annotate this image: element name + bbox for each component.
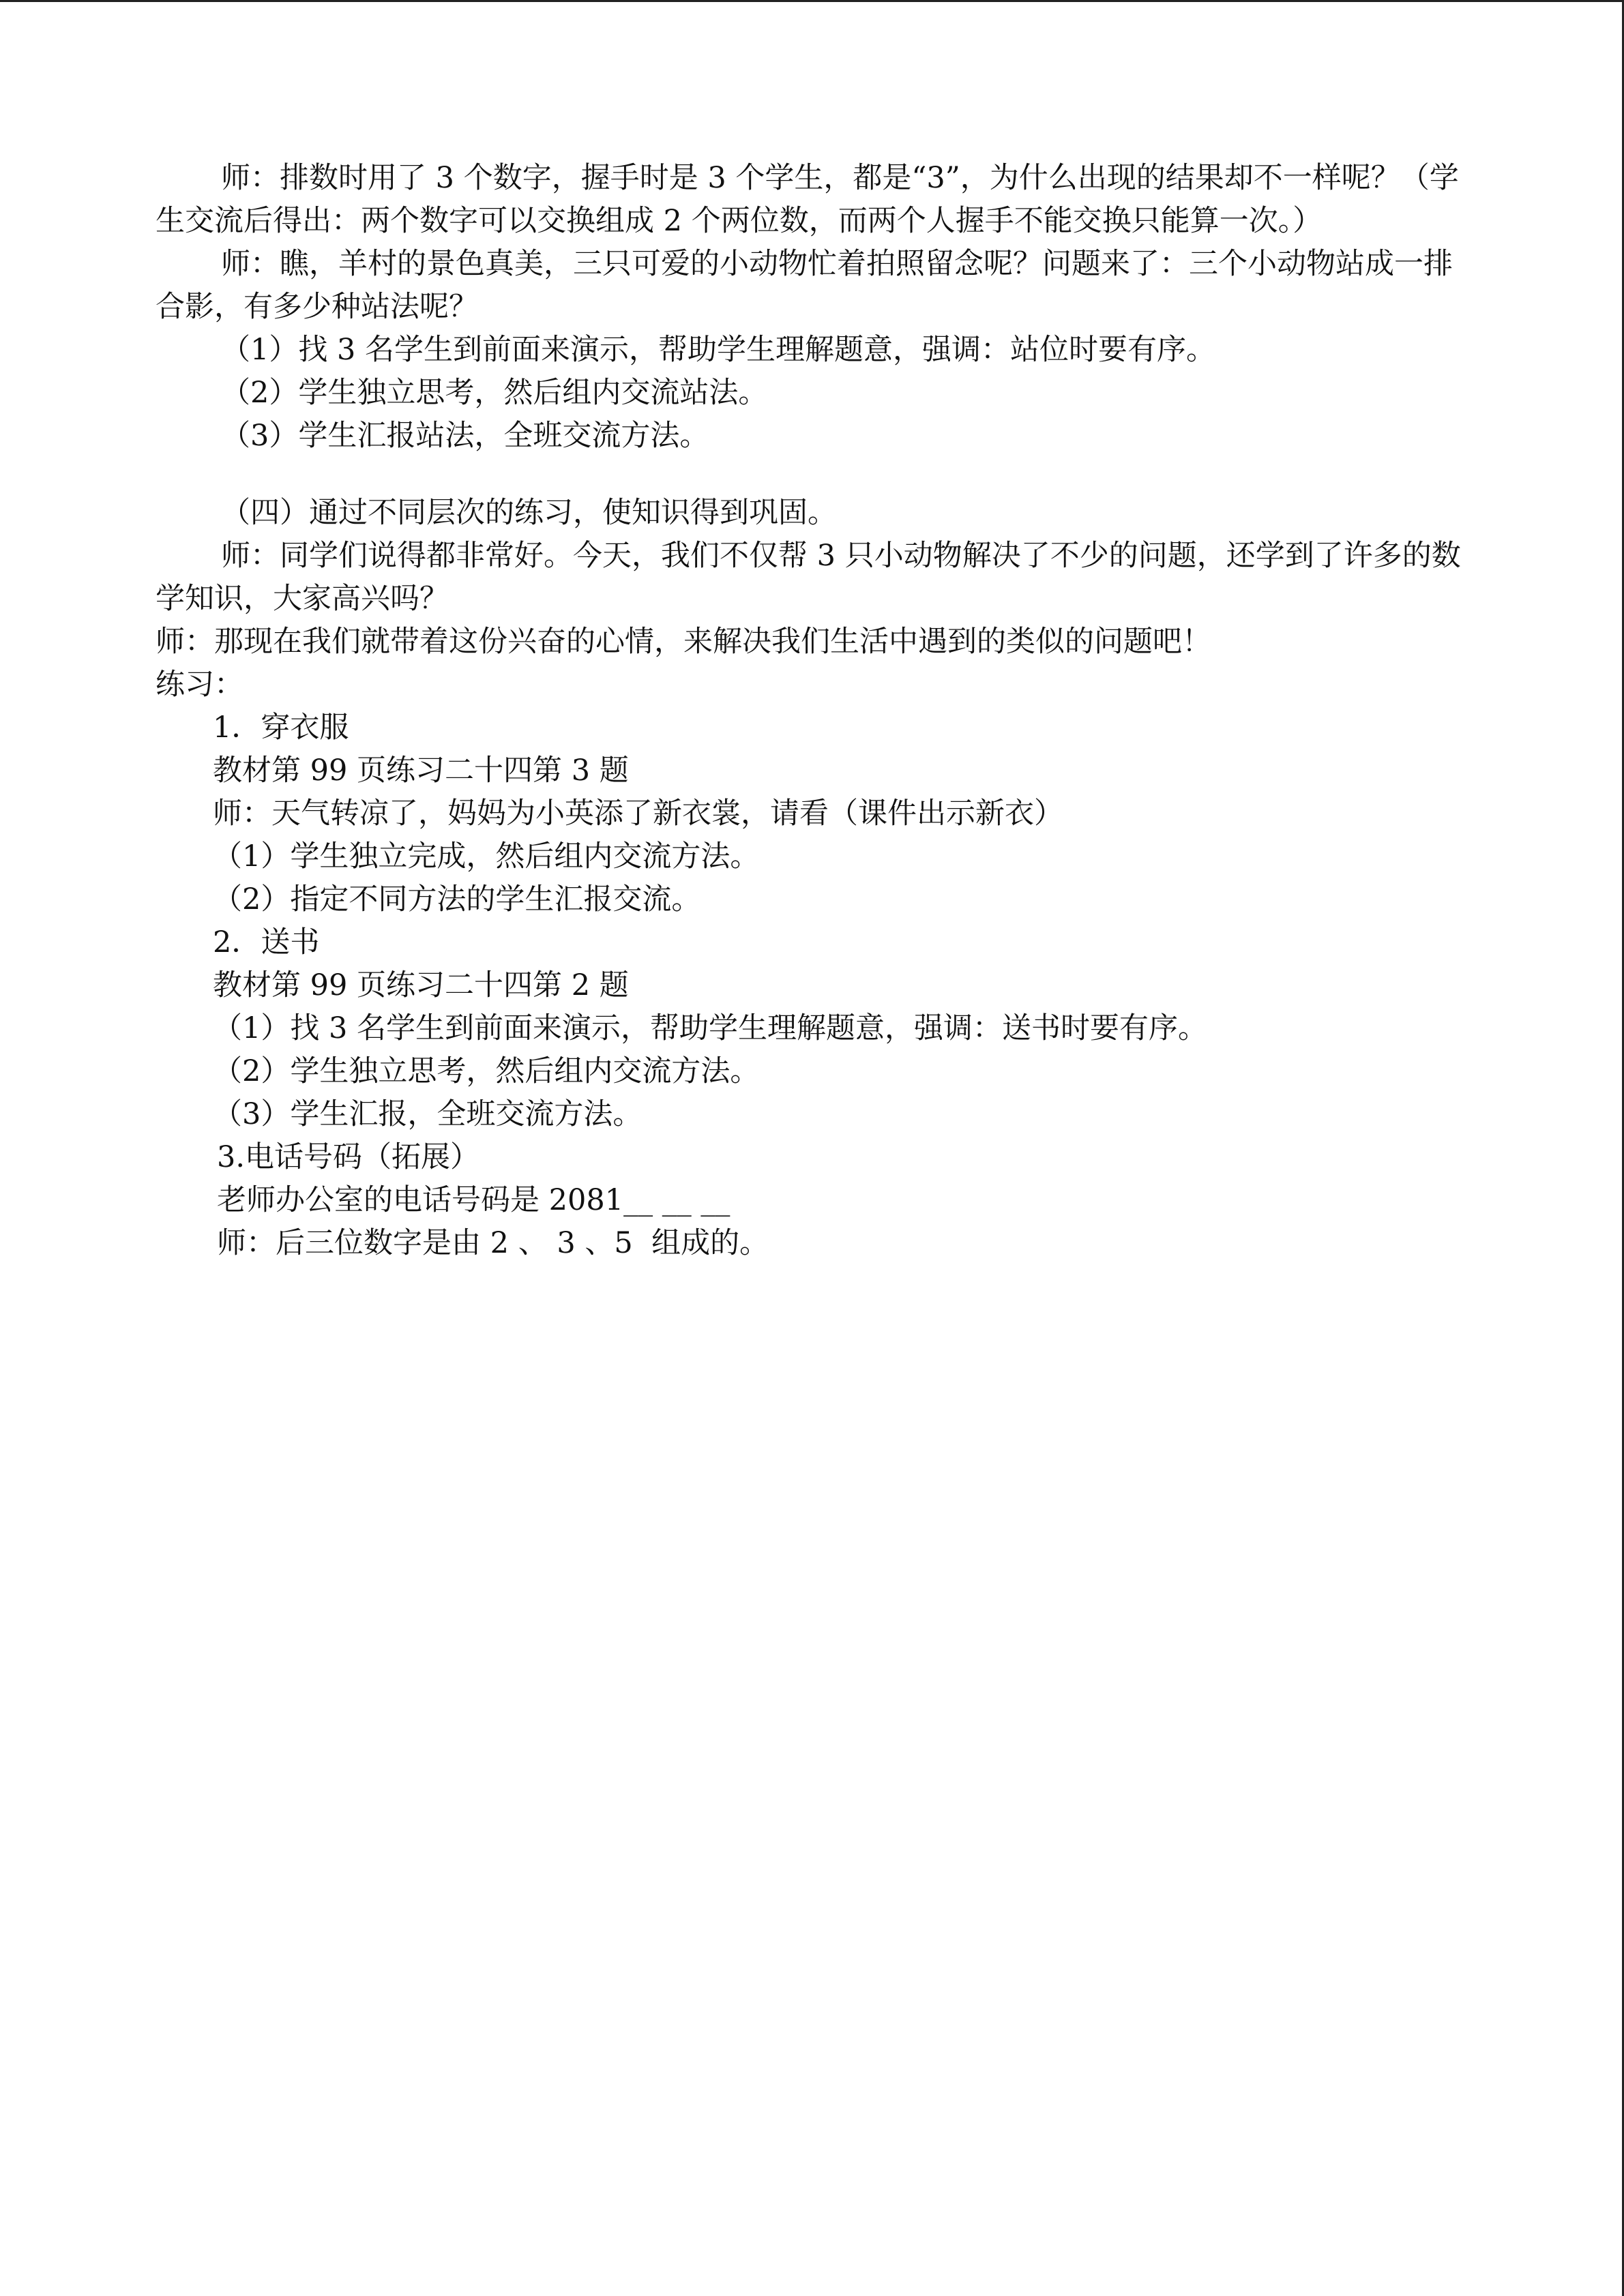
list-item-demo-students: （1）找 3 名学生到前面来演示，帮助学生理解题意，强调：站位时要有序。 [221, 333, 1216, 367]
exercise-reference-page99-q3: 教材第 99 页练习二十四第 3 题 [213, 754, 629, 788]
document-body [156, 157, 1465, 1265]
list-item-think-independently: （2）学生独立思考，然后组内交流站法。 [221, 376, 768, 410]
paragraph-teacher-transition: 师：那现在我们就带着这份兴奋的心情，来解决我们生活中遇到的类似的问题吧！ [156, 625, 1211, 659]
paragraph-gap [156, 458, 1465, 492]
exercise-step-think-books: （2）学生独立思考，然后组内交流方法。 [213, 1054, 760, 1088]
paragraph-teacher-question-numbers: 师：排数时用了 3 个数字，握手时是 3 个学生，都是“3”，为什么出现的结果却不一样呢？（学生交流后得出：两个数字可以交换组成 2 个两位数，而两个人握手不能交换只能算一次。） [156, 161, 1459, 238]
exercise-reference-page99-q2: 教材第 99 页练习二十四第 2 题 [213, 968, 629, 1002]
exercise-title-dressing: 1．穿衣服 [213, 711, 349, 745]
exercise-step-complete-independently: （1）学生独立完成，然后组内交流方法。 [213, 839, 760, 874]
list-item-report-methods: （3）学生汇报站法，全班交流方法。 [221, 419, 709, 453]
page-border-top [0, 0, 1624, 2]
exercise-teacher-digits: 师：后三位数字是由 2 、 3 、5 组成的。 [217, 1226, 769, 1260]
section-heading-practice-levels: （四）通过不同层次的练习，使知识得到巩固。 [221, 496, 837, 530]
practice-label: 练习： [156, 668, 243, 702]
exercise-title-phone-number: 3.电话号码（拓展） [217, 1140, 480, 1174]
paragraph-teacher-praise: 师：同学们说得都非常好。今天，我们不仅帮 3 只小动物解决了不少的问题，还学到了许多的数学知识，大家高兴吗？ [156, 539, 1461, 616]
exercise-title-delivering-books: 2．送书 [213, 925, 320, 959]
exercise-phone-number-line: 老师办公室的电话号码是 2081__ __ __ [217, 1183, 730, 1217]
exercise-step-designated-report: （2）指定不同方法的学生汇报交流。 [213, 882, 701, 916]
exercise-step-report-books: （3）学生汇报，全班交流方法。 [213, 1097, 643, 1131]
exercise-teacher-new-clothes: 师：天气转凉了，妈妈为小英添了新衣裳，请看（课件出示新衣） [213, 796, 1063, 831]
paragraph-teacher-photo-question: 师：瞧，羊村的景色真美，三只可爱的小动物忙着拍照留念呢？问题来了：三个小动物站成一排合影，有多少种站法呢？ [156, 247, 1453, 324]
exercise-step-demo-books: （1）找 3 名学生到前面来演示，帮助学生理解题意，强调：送书时要有序。 [213, 1011, 1208, 1045]
